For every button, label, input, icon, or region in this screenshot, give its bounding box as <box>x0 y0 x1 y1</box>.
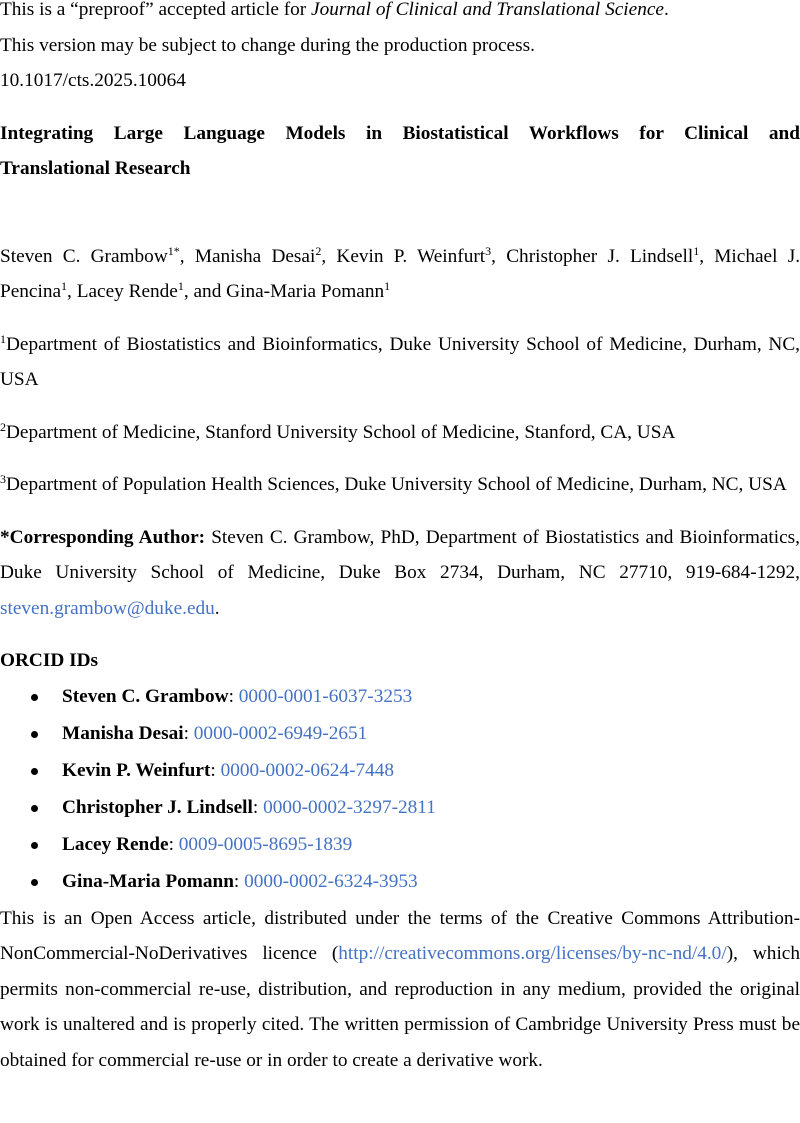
author-name: Lacey Rende <box>76 281 178 302</box>
orcid-author-name: Kevin P. Weinfurt <box>62 759 211 781</box>
bullet-icon <box>31 879 38 886</box>
author-name: Christopher J. Lindsell <box>506 245 694 267</box>
corresponding-label: *Corresponding Author: <box>0 526 206 548</box>
author-name: Michael J. Pencina <box>0 245 800 302</box>
email-link[interactable]: steven.grambow@duke.edu <box>0 597 215 619</box>
orcid-id-link[interactable]: 0000-0001-6037-3253 <box>238 685 413 707</box>
author-name: Steven C. Grambow <box>0 245 168 267</box>
bullet-icon <box>31 731 38 738</box>
author-list: Steven C. Grambow$^{1*}$, Manisha Desai$^2$, Kevin P. Weinfurt$^3$, Christopher J. Lindsell$^1$, Michael J. Pencina$^1$, Lacey Rende$^1$, and Gina-Maria Pomann$^1$ <box>0 243 800 302</box>
author-affiliation-marker: 1 <box>177 279 184 293</box>
affiliation-1: $^1$Department of Biostatistics and Bioinformatics, Duke University School of Medicine, Durham, NC, USA <box>0 331 800 390</box>
author-affiliation-marker: 1 <box>693 243 700 258</box>
author-affiliation-marker: 1* <box>167 243 180 258</box>
orcid-item: Lacey Rende: 0009-0005-8695-1839 <box>0 827 800 864</box>
author-affiliation-marker: 2 <box>315 243 322 258</box>
orcid-item: Christopher J. Lindsell: 0000-0002-3297-2811 <box>0 790 800 827</box>
orcid-item: Manisha Desai: 0000-0002-6949-2651 <box>0 716 800 753</box>
license-link[interactable]: http://creativecommons.org/licenses/by-nc-nd/4.0/ <box>338 943 727 964</box>
author-affiliation-marker: 3 <box>485 243 492 258</box>
orcid-item: Kevin P. Weinfurt: 0000-0002-0624-7448 <box>0 753 800 790</box>
corresponding-author: *Corresponding Author: Steven C. Grambow, PhD, Department of Biostatistics and Bioinformatics, Duke University School of Medicine, Duke Box 2734, Durham, NC 27710, 919-684-1292, steven.grambow@duke.edu. <box>0 526 800 619</box>
orcid-author-name: Steven C. Grambow <box>62 685 229 707</box>
affiliation-2: $^2$Department of Medicine, Stanford University School of Medicine, Stanford, CA, USA <box>0 419 676 443</box>
orcid-author-name: Manisha Desai <box>62 722 184 744</box>
orcid-item: Gina-Maria Pomann: 0000-0002-6324-3953 <box>0 864 800 901</box>
bullet-icon <box>31 694 38 701</box>
doi: 10.1017/cts.2025.10064 <box>0 70 186 91</box>
orcid-heading: ORCID IDs <box>0 650 99 671</box>
author-name: Gina-Maria Pomann <box>226 281 385 302</box>
article-title: Integrating Large Language Models in Biostatistical Workflows for Clinical and Translational Research <box>0 122 800 179</box>
license-statement: This is an Open Access article, distributed under the terms of the Creative Commons Attribution-NonCommercial-NoDerivatives licence (http://creativecommons.org/licenses/by-nc-nd/4.0/), which permits non-commercial re-use, distribution, and reproduction in any medium, provided the original work is unaltered and is properly cited. The written permission of Cambridge University Press must be obtained for commercial re-use or in order to create a derivative work. <box>0 907 800 1071</box>
preproof-notice: This is a “preproof” accepted article for Journal of Clinical and Translational Science. <box>0 0 669 20</box>
orcid-item: Steven C. Grambow: 0000-0001-6037-3253 <box>0 679 800 716</box>
orcid-author-name: Christopher J. Lindsell <box>62 796 253 818</box>
orcid-author-name: Lacey Rende <box>62 833 169 855</box>
orcid-id-link[interactable]: 0000-0002-0624-7448 <box>220 759 395 781</box>
production-notice: This version may be subject to change during the production process. <box>0 34 535 56</box>
author-affiliation-marker: 1 <box>61 279 68 293</box>
bullet-icon <box>31 805 38 812</box>
affiliation-3: $^3$Department of Population Health Sciences, Duke University School of Medicine, Durham, NC, USA <box>0 472 787 495</box>
orcid-author-name: Gina-Maria Pomann <box>62 870 234 892</box>
bullet-icon <box>31 768 38 775</box>
orcid-id-link[interactable]: 0009-0005-8695-1839 <box>178 833 353 855</box>
bullet-icon <box>31 842 38 849</box>
journal-name: Journal of Clinical and Translational Science <box>311 0 664 20</box>
author-name: Manisha Desai <box>194 245 316 267</box>
orcid-id-link[interactable]: 0000-0002-6949-2651 <box>193 722 368 744</box>
author-name: Kevin P. Weinfurt <box>336 245 486 267</box>
author-affiliation-marker: 1 <box>384 279 391 293</box>
orcid-id-link[interactable]: 0000-0002-6324-3953 <box>244 870 418 892</box>
orcid-id-link[interactable]: 0000-0002-3297-2811 <box>263 796 436 818</box>
orcid-list <box>0 679 800 901</box>
